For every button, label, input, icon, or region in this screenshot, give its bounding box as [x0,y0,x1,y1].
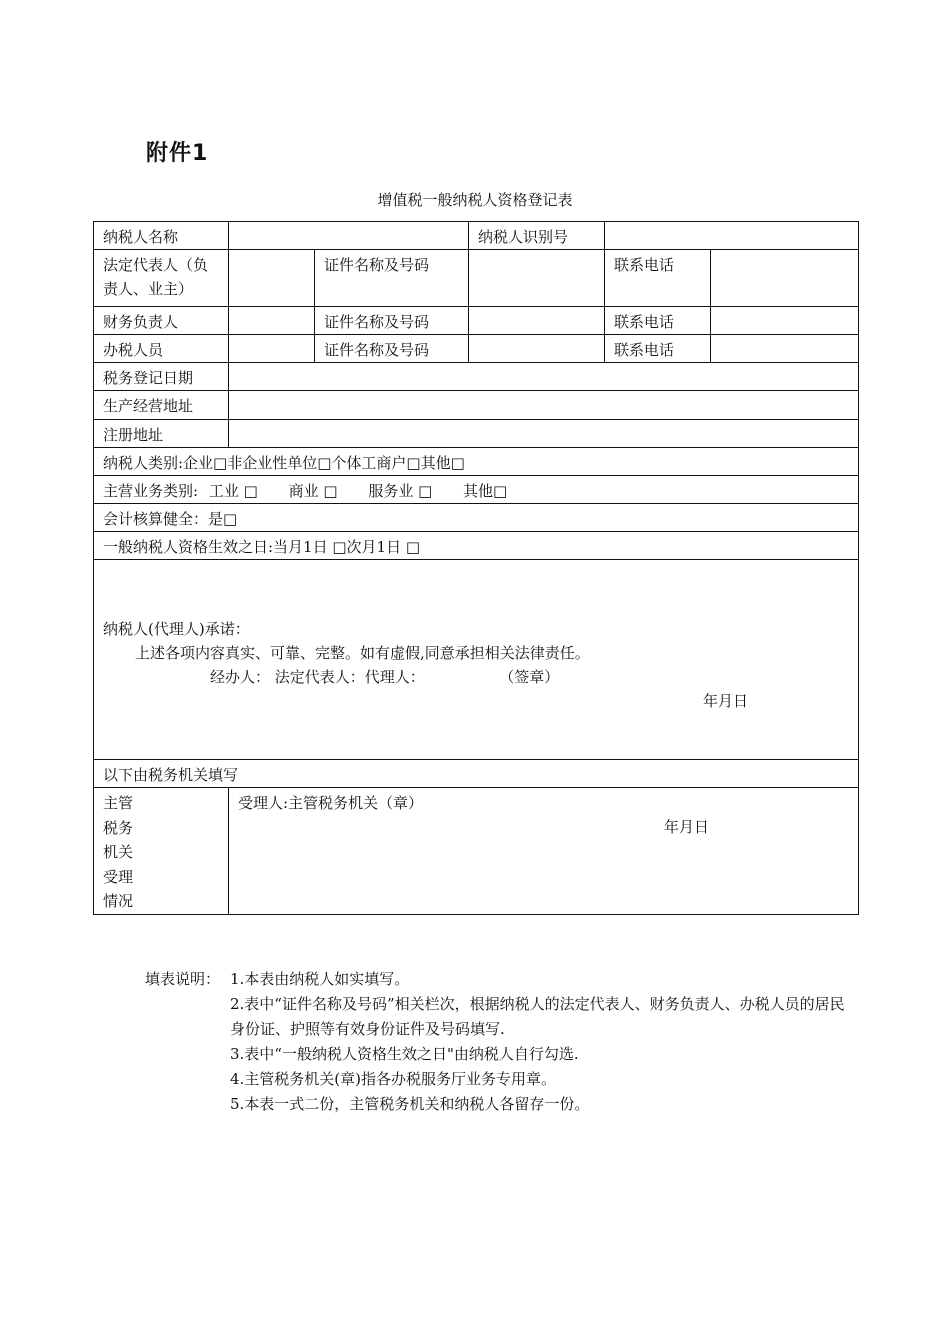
pledge-statement: 上述各项内容真实、可靠、完整。如有虚假,同意承担相关法律责任。 [135,644,590,662]
legal-rep-phone-field[interactable] [711,250,859,307]
filling-instructions [145,967,845,1117]
effective-date-checkboxes[interactable]: 一般纳税人资格生效之日:当月1日 □次月1日 □ [94,532,859,560]
option-commerce[interactable]: 商业 □ [288,482,338,500]
instruction-first-line [145,967,845,992]
tax-office-side-label [94,788,229,915]
pledge-label: 纳税人(代理人)承诺： [103,620,250,638]
main-business-checkboxes[interactable] [94,476,859,504]
tax-officer-cert-label: 证件名称及号码 [315,335,469,363]
pledge-seal-label: （签章） [506,668,560,686]
side-label-line: 主管 [103,794,134,812]
registered-address-label: 注册地址 [94,420,229,448]
tax-office-acceptor: 受理人:主管税务机关（章） [238,794,424,812]
side-label-line: 受理 [103,867,134,886]
taxpayer-id-field[interactable] [605,222,859,250]
legal-rep-cert-label: 证件名称及号码 [315,250,469,307]
pledge-signers [103,665,852,689]
row-tax-office [94,788,859,915]
row-tax-office-header [94,760,859,788]
instruction-item: 2.表中“证件名称及号码”相关栏次，根据纳税人的法定代表人、财务负责人、办税人员的居民身份证、护照等有效身份证件及号码填写. [230,995,845,1038]
row-effective-date [94,532,859,560]
finance-head-phone-label: 联系电话 [605,307,711,335]
pledge-date: 年月日 [702,692,748,710]
row-pledge [94,560,859,760]
main-business-label: 主营业务类别: [103,482,199,500]
row-main-business [94,476,859,504]
row-tax-officer [94,335,859,363]
reg-date-field[interactable] [229,363,859,391]
side-label-line: 税务 [103,818,134,837]
finance-head-field[interactable] [229,307,315,335]
finance-head-cert-label: 证件名称及号码 [315,307,469,335]
pledge-signer-labels: 经办人： 法定代表人：代理人： [210,668,425,686]
instruction-item: 1.本表由纳税人如实填写。 [230,970,410,988]
row-taxpayer-category [94,448,859,476]
tax-office-acceptance-cell[interactable] [229,788,859,915]
taxpayer-name-field[interactable] [229,222,469,250]
option-service[interactable]: 服务业 □ [368,482,433,500]
taxpayer-name-label: 纳税人名称 [94,222,229,250]
tax-officer-phone-field[interactable] [711,335,859,363]
reg-date-label: 税务登记日期 [94,363,229,391]
row-registered-address [94,420,859,448]
pledge-cell [94,560,859,760]
instruction-item: 3.表中“一般纳税人资格生效之日"由纳税人自行勾选. [230,1045,579,1063]
option-other[interactable]: 其他□ [463,482,508,500]
tax-office-section-header: 以下由税务机关填写 [94,760,859,788]
instruction-item: 5.本表一式二份，主管税务机关和纳税人各留存一份。 [230,1095,590,1113]
tax-officer-label: 办税人员 [94,335,229,363]
row-finance-head [94,307,859,335]
option-industry[interactable]: 工业 □ [208,482,258,500]
legal-rep-phone-label: 联系电话 [605,250,711,307]
row-legal-rep [94,250,859,307]
registration-form-table [93,221,859,915]
legal-rep-field[interactable] [229,250,315,307]
row-business-address [94,391,859,420]
row-accounting [94,504,859,532]
finance-head-label: 财务负责人 [94,307,229,335]
attachment-label: 附件1 [146,141,209,166]
side-label-line: 机关 [103,843,134,861]
tax-officer-cert-field[interactable] [469,335,605,363]
tax-office-date: 年月日 [663,818,709,836]
finance-head-cert-field[interactable] [469,307,605,335]
finance-head-phone-field[interactable] [711,307,859,335]
taxpayer-id-label: 纳税人识别号 [469,222,605,250]
form-title: 增值税一般纳税人资格登记表 [377,191,573,209]
row-reg-date [94,363,859,391]
tax-officer-field[interactable] [229,335,315,363]
instruction-item: 4.主管税务机关(章)指各办税服务厅业务专用章。 [230,1070,557,1088]
registered-address-field[interactable] [229,420,859,448]
business-address-field[interactable] [229,391,859,420]
business-address-label: 生产经营地址 [94,391,229,420]
legal-rep-cert-field[interactable] [469,250,605,307]
side-label-line: 情况 [103,892,134,910]
taxpayer-category-checkboxes[interactable]: 纳税人类别:企业□非企业性单位□个体工商户□其他□ [94,448,859,476]
instructions-label: 填表说明： [145,970,221,988]
row-taxpayer-name [94,222,859,250]
accounting-checkbox[interactable]: 会计核算健全：是□ [94,504,859,532]
legal-rep-label: 法定代表人（负责人、业主） [94,250,229,307]
tax-officer-phone-label: 联系电话 [605,335,711,363]
